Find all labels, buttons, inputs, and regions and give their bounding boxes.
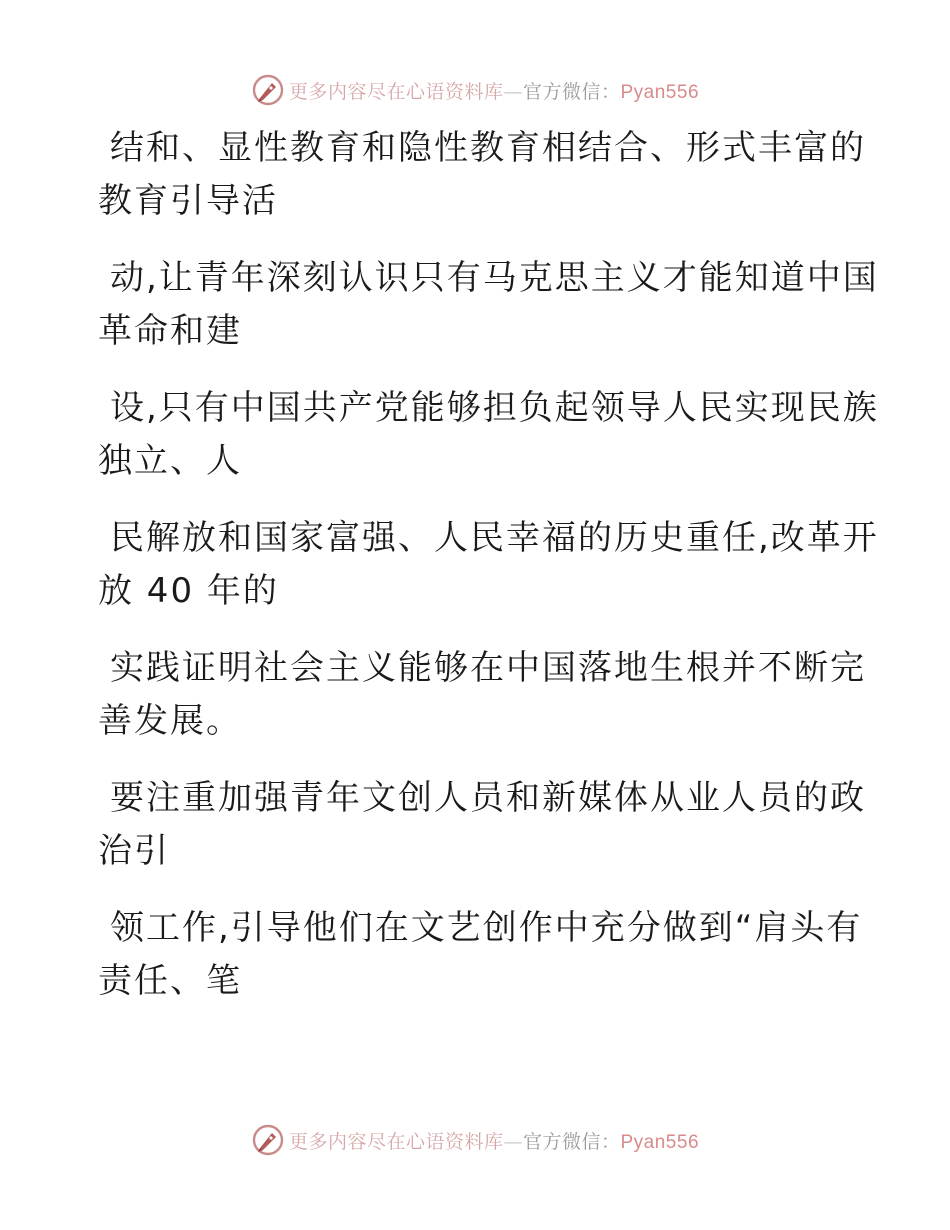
paragraph (98, 382, 879, 488)
paragraph-line: 民解放和国家富强、人民幸福的历史重任,改革开 (110, 518, 879, 558)
pen-nib-logo-icon (251, 73, 285, 107)
paragraph (98, 642, 866, 748)
paragraph-line: 领工作,引导他们在文艺创作中充分做到“肩头有 (110, 908, 863, 948)
header-watermark (0, 70, 950, 110)
watermark-text (289, 1127, 699, 1154)
pen-nib-logo-icon (251, 1123, 285, 1157)
paragraph (98, 902, 863, 1008)
paragraph-line: 放 40 年的 (98, 571, 279, 611)
paragraph (98, 252, 879, 358)
watermark-official-label: 官方微信： (522, 1130, 621, 1153)
paragraph-line: 责任、笔 (98, 961, 242, 1001)
watermark-separator: — (503, 80, 523, 103)
watermark-wechat-id: Pyan556 (620, 81, 700, 103)
paragraph-line: 实践证明社会主义能够在中国落地生根并不断完 (110, 648, 866, 688)
watermark-slogan: 更多内容尽在心语资料库 (288, 80, 504, 103)
paragraph-line: 设,只有中国共产党能够担负起领导人民实现民族 (110, 388, 879, 428)
watermark-text (289, 77, 699, 104)
footer-watermark (0, 1120, 950, 1160)
paragraph-line: 独立、人 (98, 441, 242, 481)
paragraph (98, 512, 879, 618)
watermark-wechat-id: Pyan556 (620, 1131, 700, 1153)
paragraph-line: 动,让青年深刻认识只有马克思主义才能知道中国 (110, 258, 879, 298)
watermark-slogan: 更多内容尽在心语资料库 (288, 1130, 504, 1153)
paragraph-line: 教育引导活 (98, 181, 278, 221)
paragraph-line: 要注重加强青年文创人员和新媒体从业人员的政 (110, 778, 866, 818)
paragraph-line: 善发展。 (98, 701, 242, 741)
paragraph-line: 治引 (98, 831, 170, 871)
watermark-official-label: 官方微信： (522, 80, 621, 103)
paragraph-line: 革命和建 (98, 311, 242, 351)
paragraph (98, 772, 866, 878)
watermark-separator: — (503, 1130, 523, 1153)
document-body (98, 122, 879, 1032)
paragraph (98, 122, 866, 228)
paragraph-line: 结和、显性教育和隐性教育相结合、形式丰富的 (110, 128, 866, 168)
